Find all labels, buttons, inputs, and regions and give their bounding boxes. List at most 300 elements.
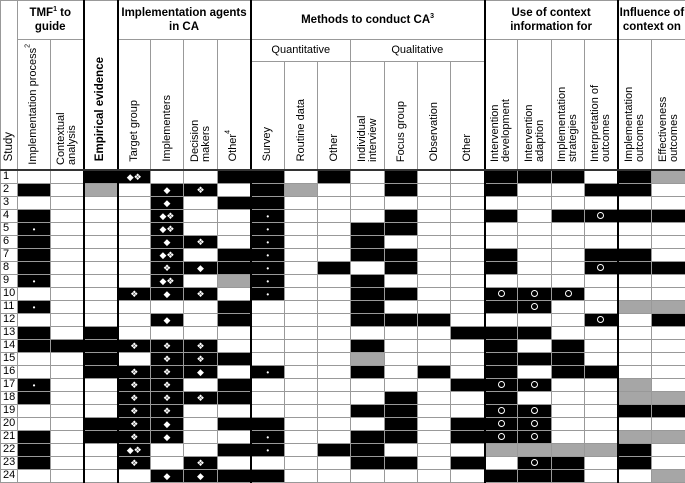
cell-focus_group (385, 222, 418, 235)
cell-empirical (84, 196, 118, 209)
cell-decision_makers (184, 222, 218, 235)
cell-individual_interview (351, 222, 385, 235)
tmf-subcolumns (18, 40, 84, 170)
cell-other_agents (218, 222, 251, 235)
cell-other_agents (218, 456, 251, 469)
cell-focus_group (385, 170, 418, 184)
table-row (1, 391, 685, 404)
cell-routine_data (285, 196, 318, 209)
cell-target_group (118, 391, 151, 404)
table-row (1, 183, 685, 196)
table-row (1, 274, 685, 287)
column-header-implementers: Implementers (151, 40, 184, 170)
column-header-focus-group: Focus group (385, 61, 418, 169)
cell-contextual_analysis (51, 339, 84, 352)
cell-implementation_strategies (552, 313, 585, 326)
column-header-other-agents: Other$^4$ (218, 40, 251, 170)
hollow-diamond-cross-icon: ❖ (130, 380, 138, 390)
cell-intervention_development (485, 339, 518, 352)
cell-other_agents (218, 248, 251, 261)
dot-icon: • (266, 264, 269, 273)
cell-intervention_adaption (518, 170, 552, 184)
cell-impl_process (18, 222, 51, 235)
cell-implementation_outcomes (618, 313, 652, 326)
cell-other_quant (318, 170, 351, 184)
cell-other_agents (218, 274, 251, 287)
solid-diamond-icon: ◆ (164, 315, 171, 325)
cell-intervention_adaption (518, 365, 552, 378)
cell-impl_process (18, 378, 51, 391)
cell-empirical (84, 352, 118, 365)
column-header-routine-data: Routine data (285, 61, 318, 169)
dot-icon: • (33, 381, 36, 390)
cell-routine_data (285, 469, 318, 482)
column-header-decision-makers: Decision makers (184, 40, 218, 170)
dot-icon: • (266, 368, 269, 377)
cell-effectiveness_outcomes (652, 417, 685, 430)
cell-impl_process (18, 183, 51, 196)
cell-focus_group (385, 183, 418, 196)
cell-effectiveness_outcomes (652, 352, 685, 365)
cell-effectiveness_outcomes (652, 313, 685, 326)
cell-interpretation_outcomes (585, 287, 618, 300)
diamond-pair-icon: ◆❖ (160, 276, 175, 286)
cell-other_agents (218, 391, 251, 404)
cell-other_quant (318, 313, 351, 326)
cell-implementation_outcomes (618, 183, 652, 196)
cell-observation (418, 339, 451, 352)
study-number: 16 (1, 365, 18, 378)
cell-survey (251, 274, 285, 287)
cell-target_group (118, 235, 151, 248)
cell-implementation_outcomes (618, 430, 652, 443)
column-header-other-qualitative: Other (451, 61, 485, 169)
cell-individual_interview (351, 196, 385, 209)
hollow-diamond-cross-icon: ❖ (130, 289, 138, 299)
ring-icon (597, 316, 604, 323)
cell-implementation_strategies (552, 391, 585, 404)
cell-intervention_adaption (518, 417, 552, 430)
table-row (1, 352, 685, 365)
cell-individual_interview (351, 183, 385, 196)
cell-implementation_outcomes (618, 456, 652, 469)
table-row (1, 313, 685, 326)
hollow-diamond-cross-icon: ❖ (196, 237, 204, 247)
cell-routine_data (285, 222, 318, 235)
cell-implementation_strategies (552, 287, 585, 300)
solid-diamond-icon: ◆ (164, 198, 171, 208)
cell-contextual_analysis (51, 274, 84, 287)
cell-other_quant (318, 456, 351, 469)
cell-routine_data (285, 326, 318, 339)
cell-contextual_analysis (51, 196, 84, 209)
study-number: 10 (1, 287, 18, 300)
cell-other_agents (218, 378, 251, 391)
cell-observation (418, 469, 451, 482)
column-header-individual-interview: Individual interview (351, 61, 385, 169)
cell-impl_process (18, 313, 51, 326)
ring-icon (531, 290, 538, 297)
cell-interpretation_outcomes (585, 391, 618, 404)
cell-interpretation_outcomes (585, 430, 618, 443)
cell-intervention_development (485, 443, 518, 456)
cell-other_quant (318, 443, 351, 456)
cell-other_qual (451, 339, 485, 352)
cell-intervention_development (485, 222, 518, 235)
table-row (1, 235, 685, 248)
cell-other_quant (318, 352, 351, 365)
cell-intervention_adaption (518, 287, 552, 300)
dot-icon: • (33, 225, 36, 234)
cell-survey (251, 261, 285, 274)
cell-empirical (84, 417, 118, 430)
cell-focus_group (385, 352, 418, 365)
cell-decision_makers (184, 248, 218, 261)
cell-implementers (151, 326, 184, 339)
hollow-diamond-cross-icon: ❖ (163, 380, 171, 390)
cell-intervention_adaption (518, 469, 552, 482)
cell-implementation_strategies (552, 469, 585, 482)
group-header-methods: Methods to conduct $CA^3$ (251, 1, 485, 40)
cell-intervention_development (485, 209, 518, 222)
cell-empirical (84, 404, 118, 417)
ring-icon (531, 420, 538, 427)
cell-empirical (84, 235, 118, 248)
cell-effectiveness_outcomes (652, 469, 685, 482)
table-row (1, 417, 685, 430)
cell-decision_makers (184, 430, 218, 443)
cell-observation (418, 443, 451, 456)
cell-survey (251, 339, 285, 352)
table-row (1, 456, 685, 469)
cell-survey (251, 183, 285, 196)
hollow-diamond-cross-icon: ❖ (130, 419, 138, 429)
cell-implementation_outcomes (618, 222, 652, 235)
cell-interpretation_outcomes (585, 196, 618, 209)
cell-survey (251, 300, 285, 313)
cell-intervention_adaption (518, 404, 552, 417)
study-number: 2 (1, 183, 18, 196)
cell-decision_makers (184, 443, 218, 456)
dot-icon: • (266, 251, 269, 260)
cell-decision_makers (184, 209, 218, 222)
cell-other_agents (218, 196, 251, 209)
cell-impl_process (18, 443, 51, 456)
cell-contextual_analysis (51, 183, 84, 196)
cell-decision_makers (184, 313, 218, 326)
cell-interpretation_outcomes (585, 274, 618, 287)
cell-individual_interview (351, 339, 385, 352)
cell-interpretation_outcomes (585, 417, 618, 430)
cell-observation (418, 196, 451, 209)
hollow-diamond-cross-icon: ❖ (196, 458, 204, 468)
cell-focus_group (385, 365, 418, 378)
cell-other_quant (318, 339, 351, 352)
cell-observation (418, 365, 451, 378)
cell-focus_group (385, 248, 418, 261)
column-header-interpretation-of-outcomes: Interpretation of outcomes (585, 40, 618, 170)
cell-individual_interview (351, 170, 385, 184)
cell-contextual_analysis (51, 248, 84, 261)
cell-target_group (118, 313, 151, 326)
hollow-diamond-cross-icon: ❖ (163, 393, 171, 403)
group-header-tmf: TMF$^1$ to guide (18, 1, 84, 40)
study-number: 14 (1, 339, 18, 352)
cell-observation (418, 209, 451, 222)
cell-interpretation_outcomes (585, 313, 618, 326)
cell-contextual_analysis (51, 287, 84, 300)
study-number: 5 (1, 222, 18, 235)
cell-contextual_analysis (51, 170, 84, 184)
cell-intervention_adaption (518, 443, 552, 456)
column-header-implementation-process: Implementation process$^2$ (18, 40, 51, 169)
table-row (1, 170, 685, 184)
cell-focus_group (385, 235, 418, 248)
cell-impl_process (18, 261, 51, 274)
cell-empirical (84, 183, 118, 196)
cell-implementers (151, 248, 184, 261)
cell-other_qual (451, 209, 485, 222)
cell-intervention_development (485, 313, 518, 326)
cell-contextual_analysis (51, 326, 84, 339)
cell-observation (418, 170, 451, 184)
dot-icon: • (33, 277, 36, 286)
cell-empirical (84, 287, 118, 300)
cell-observation (418, 404, 451, 417)
cell-implementers (151, 183, 184, 196)
cell-implementers (151, 313, 184, 326)
cell-survey (251, 430, 285, 443)
cell-other_qual (451, 313, 485, 326)
study-number: 6 (1, 235, 18, 248)
cell-implementation_strategies (552, 417, 585, 430)
cell-routine_data (285, 365, 318, 378)
cell-survey (251, 365, 285, 378)
cell-intervention_development (485, 365, 518, 378)
cell-routine_data (285, 391, 318, 404)
cell-contextual_analysis (51, 378, 84, 391)
cell-interpretation_outcomes (585, 248, 618, 261)
cell-effectiveness_outcomes (652, 261, 685, 274)
column-header-observation: Observation (418, 61, 451, 169)
cell-implementation_outcomes (618, 339, 652, 352)
cell-focus_group (385, 430, 418, 443)
cell-intervention_adaption (518, 235, 552, 248)
study-number: 8 (1, 261, 18, 274)
cell-effectiveness_outcomes (652, 391, 685, 404)
cell-survey (251, 352, 285, 365)
cell-implementers (151, 235, 184, 248)
cell-intervention_development (485, 274, 518, 287)
cell-other_qual (451, 430, 485, 443)
cell-intervention_development (485, 326, 518, 339)
cell-implementers (151, 469, 184, 482)
hollow-diamond-cross-icon: ❖ (196, 341, 204, 351)
cell-effectiveness_outcomes (652, 300, 685, 313)
cell-implementation_outcomes (618, 469, 652, 482)
subgroup-header-quantitative: Quantitative (251, 40, 351, 62)
cell-decision_makers (184, 170, 218, 184)
cell-implementation_outcomes (618, 274, 652, 287)
cell-other_agents (218, 209, 251, 222)
cell-implementation_strategies (552, 170, 585, 184)
cell-other_qual (451, 196, 485, 209)
cell-impl_process (18, 196, 51, 209)
cell-implementation_strategies (552, 404, 585, 417)
cell-routine_data (285, 378, 318, 391)
cell-intervention_development (485, 391, 518, 404)
cell-impl_process (18, 274, 51, 287)
cell-routine_data (285, 430, 318, 443)
hollow-diamond-cross-icon: ❖ (196, 185, 204, 195)
cell-target_group (118, 417, 151, 430)
cell-effectiveness_outcomes (652, 430, 685, 443)
cell-interpretation_outcomes (585, 235, 618, 248)
cell-impl_process (18, 417, 51, 430)
cell-survey (251, 248, 285, 261)
cell-implementers (151, 391, 184, 404)
cell-empirical (84, 170, 118, 184)
cell-intervention_adaption (518, 326, 552, 339)
cell-interpretation_outcomes (585, 404, 618, 417)
cell-routine_data (285, 235, 318, 248)
table-row (1, 339, 685, 352)
cell-other_agents (218, 183, 251, 196)
solid-diamond-icon: ◆ (164, 432, 171, 442)
cell-effectiveness_outcomes (652, 287, 685, 300)
diamond-pair-icon: ◆❖ (127, 172, 142, 182)
cell-focus_group (385, 261, 418, 274)
cell-implementation_outcomes (618, 196, 652, 209)
cell-other_agents (218, 417, 251, 430)
cell-target_group (118, 469, 151, 482)
cell-other_agents (218, 287, 251, 300)
cell-observation (418, 430, 451, 443)
table-row (1, 326, 685, 339)
cell-effectiveness_outcomes (652, 326, 685, 339)
cell-individual_interview (351, 300, 385, 313)
study-number: 7 (1, 248, 18, 261)
cell-observation (418, 352, 451, 365)
table-row (1, 300, 685, 313)
cell-individual_interview (351, 456, 385, 469)
cell-effectiveness_outcomes (652, 183, 685, 196)
cell-focus_group (385, 404, 418, 417)
cell-other_qual (451, 170, 485, 184)
cell-implementation_outcomes (618, 261, 652, 274)
cell-other_agents (218, 300, 251, 313)
cell-routine_data (285, 352, 318, 365)
cell-focus_group (385, 417, 418, 430)
study-number: 9 (1, 274, 18, 287)
cell-effectiveness_outcomes (652, 274, 685, 287)
cell-individual_interview (351, 417, 385, 430)
cell-individual_interview (351, 430, 385, 443)
cell-focus_group (385, 326, 418, 339)
cell-implementers (151, 417, 184, 430)
cell-survey (251, 404, 285, 417)
cell-individual_interview (351, 352, 385, 365)
cell-intervention_adaption (518, 339, 552, 352)
group-header-implementation-agents: Implementation agents in CA (118, 1, 251, 40)
cell-other_quant (318, 248, 351, 261)
column-header-other-quantitative: Other (318, 61, 351, 169)
cell-survey (251, 469, 285, 482)
table-row (1, 469, 685, 482)
cell-empirical (84, 248, 118, 261)
cell-decision_makers (184, 183, 218, 196)
cell-intervention_adaption (518, 248, 552, 261)
cell-impl_process (18, 326, 51, 339)
cell-other_quant (318, 287, 351, 300)
cell-other_qual (451, 378, 485, 391)
study-number: 11 (1, 300, 18, 313)
cell-other_qual (451, 222, 485, 235)
cell-other_quant (318, 378, 351, 391)
subgroup-header-qualitative: Qualitative (351, 40, 485, 62)
dot-icon: • (266, 212, 269, 221)
cell-intervention_development (485, 378, 518, 391)
cell-target_group (118, 404, 151, 417)
cell-contextual_analysis (51, 209, 84, 222)
column-header-survey: Survey (251, 61, 285, 169)
cell-intervention_development (485, 300, 518, 313)
table-row (1, 430, 685, 443)
cell-implementers (151, 196, 184, 209)
cell-observation (418, 222, 451, 235)
cell-interpretation_outcomes (585, 209, 618, 222)
cell-decision_makers (184, 404, 218, 417)
cell-effectiveness_outcomes (652, 365, 685, 378)
diamond-pair-icon: ◆❖ (127, 445, 142, 455)
ring-icon (531, 407, 538, 414)
column-header-target-group: Target group (118, 40, 151, 170)
cell-other_agents (218, 352, 251, 365)
cell-effectiveness_outcomes (652, 378, 685, 391)
cell-other_agents (218, 469, 251, 482)
table-row (1, 378, 685, 391)
cell-individual_interview (351, 235, 385, 248)
cell-intervention_adaption (518, 222, 552, 235)
cell-individual_interview (351, 209, 385, 222)
cell-contextual_analysis (51, 430, 84, 443)
cell-other_quant (318, 365, 351, 378)
solid-diamond-icon: ◆ (164, 289, 171, 299)
cell-empirical (84, 378, 118, 391)
cell-observation (418, 183, 451, 196)
study-number: 18 (1, 391, 18, 404)
cell-impl_process (18, 404, 51, 417)
cell-other_agents (218, 365, 251, 378)
cell-contextual_analysis (51, 391, 84, 404)
cell-observation (418, 287, 451, 300)
cell-empirical (84, 326, 118, 339)
column-header-intervention-development: Intervention development (485, 40, 518, 170)
cell-contextual_analysis (51, 235, 84, 248)
cell-effectiveness_outcomes (652, 209, 685, 222)
cell-decision_makers (184, 365, 218, 378)
cell-intervention_adaption (518, 313, 552, 326)
cell-implementation_strategies (552, 196, 585, 209)
cell-implementation_outcomes (618, 209, 652, 222)
cell-individual_interview (351, 248, 385, 261)
cell-survey (251, 222, 285, 235)
cell-survey (251, 391, 285, 404)
cell-other_agents (218, 443, 251, 456)
cell-other_qual (451, 417, 485, 430)
cell-routine_data (285, 443, 318, 456)
cell-target_group (118, 352, 151, 365)
